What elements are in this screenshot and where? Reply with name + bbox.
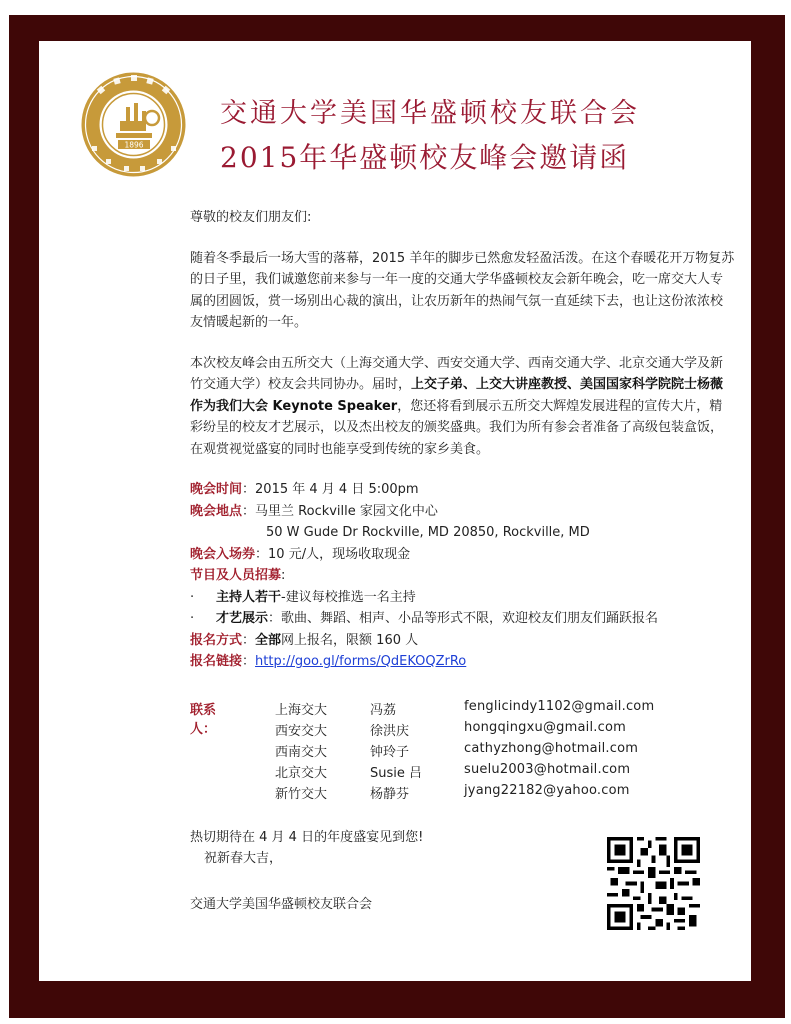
event-ticket: 晚会入场券：10 元/人，现场收取现金	[190, 546, 411, 562]
contact-email[interactable]: cathyzhong@hotmail.com	[464, 741, 639, 756]
contact-email[interactable]: jyang22182@yahoo.com	[464, 783, 630, 798]
contact-email[interactable]: hongqingxu@gmail.com	[464, 720, 626, 735]
closing-line-1: 热切期待在 4 月 4 日的年度盛宴见到您!	[190, 830, 424, 845]
paragraph-2-intro: 本次校友峰会由五所交大（上海交通大学、西安交通大学、西南交通大学、北京交通大学及新竹交通大学）校友会共同协办。届时，	[190, 355, 724, 392]
paragraph-2-rest: ，您还将看到展示五所交大辉煌发展进程的宣传大片，精彩纷呈的校友才艺展示，以及杰出校友的颁奖盛典。我们为所有参会者准备了高级包装盒饭，在观赏视觉盛宴的同时也能享受到传统的家乡美食。	[190, 398, 724, 457]
signup-link-row: 报名链接：http://goo.gl/forms/QdEKOQZrRo	[190, 654, 467, 669]
recruit-item-talent: · 才艺展示：歌曲、舞蹈、相声、小品等形式不限，欢迎校友们朋友们踊跃报名	[190, 611, 659, 626]
signup-method: 报名方式：全部网上报名，限额 160 人	[190, 632, 419, 648]
contact-email[interactable]: fenglicindy1102@gmail.com	[464, 699, 655, 714]
title-line1: 交通大学美国华盛顿校友联合会	[220, 98, 640, 129]
invitation-sheet: 1896 交通大学美国华盛顿校友联合会 2015年华盛顿校友峰会邀请函 尊敬的校友们朋友们: 随着冬季最后一场大雪的落幕，2015 羊年的脚步已然愈发轻盈活泼。在这个春暖花开万物复苏的日子里，我们诚邀您前来参与一年一度的交通大学华盛顿校友会新年晚会，吃一席交大人专属的团圆饭，赏一场别出心裁的演出，让农历新年的热闹气氛一直延续下去，也让这份浓浓校友情暖起新的一年。 本次校友峰会由五所交大（上海交通大学、西安交通大学、西南交通大学、北京交通大学及新竹交通大学）校友会共同协办。届时，上交子弟、上交大讲座教授、美国国家科学院院士杨薇作为我们大会 Keynote Speaker，您还将看到展示五所交大辉煌发展进程的宣传大片，精彩纷呈的校友才艺展示，以及杰出校友的颁奖盛典。我们为所有参会者准备了高级包装盒饭，在观赏视觉盛宴的同时也能享受到传统的家乡美食。 晚会时间：2015 年 4 月 4 日 5:00pm 晚会地点：马里兰 Rockville 家园文化中心 50 W Gude Dr Rockville, MD 20850, Rockville, MD 晚会入场券：10 元/人，现场收取现金 节目及人员招募: · 主持人若干-建议每校推选一名主持 · 才艺展示：歌曲、舞蹈、相声、小品等形式不限，欢迎校友们朋友们踊跃报名 报名方式：全部网上报名，限额 160 人 报名链接：http://goo.gl/forms/QdEKOQZrRo 联系人： 上海交大 冯荔 fenglicindy1102@gmail.com 西安交大 徐洪庆 hongqingxu@gmail.com 西南交大 钟玲子 cathyzhong@hotmail.com 北京交大 Susie 吕 suelu2003@hotmail.com 新竹交大 杨静芬 jyang22182@yahoo.com 热切期待在 4 月 4 日的年度盛宴见到您! 祝新春大吉， 交通大学美国华盛顿校友联合会	[39, 41, 751, 981]
event-location: 晚会地点：马里兰 Rockville 家园文化中心	[190, 503, 438, 519]
qr-code-image[interactable]	[607, 837, 700, 930]
salutation: 尊敬的校友们朋友们:	[190, 210, 312, 225]
closing-lines	[190, 827, 423, 869]
university-seal-logo	[80, 71, 187, 178]
event-address: 50 W Gude Dr Rockville, MD 20850, Rockville, MD	[266, 525, 590, 540]
letter-body	[190, 207, 735, 673]
title-line2: 2015年华盛顿校友峰会邀请函	[220, 141, 630, 174]
keynote-speaker-highlight: 上交子弟、上交大讲座教授、美国国家科学院院士杨薇作为我们大会 Keynote Speaker	[190, 377, 724, 414]
recruit-item-host: · 主持人若干-建议每校推选一名主持	[190, 589, 416, 605]
logo-year: 1896	[124, 140, 144, 150]
recruitment-heading: 节目及人员招募:	[190, 568, 286, 583]
paragraph-1: 随着冬季最后一场大雪的落幕，2015 羊年的脚步已然愈发轻盈活泼。在这个春暖花开万物复苏的日子里，我们诚邀您前来参与一年一度的交通大学华盛顿校友会新年晚会，吃一席交大人专属的团圆饭，赏一场别出心裁的演出，让农历新年的热闹气氛一直延续下去，也让这份浓浓校友情暖起新的一年。	[190, 250, 735, 330]
paragraph-2	[190, 353, 735, 461]
contact-email[interactable]: suelu2003@hotmail.com	[464, 762, 631, 777]
event-time: 晚会时间：2015 年 4 月 4 日 5:00pm	[190, 482, 419, 497]
closing-line-2: 祝新春大吉，	[204, 851, 283, 866]
signoff: 交通大学美国华盛顿校友联合会	[190, 897, 373, 912]
contacts-label: 联系人：	[190, 703, 217, 737]
signup-link[interactable]: http://goo.gl/forms/QdEKOQZrRo	[255, 654, 467, 669]
